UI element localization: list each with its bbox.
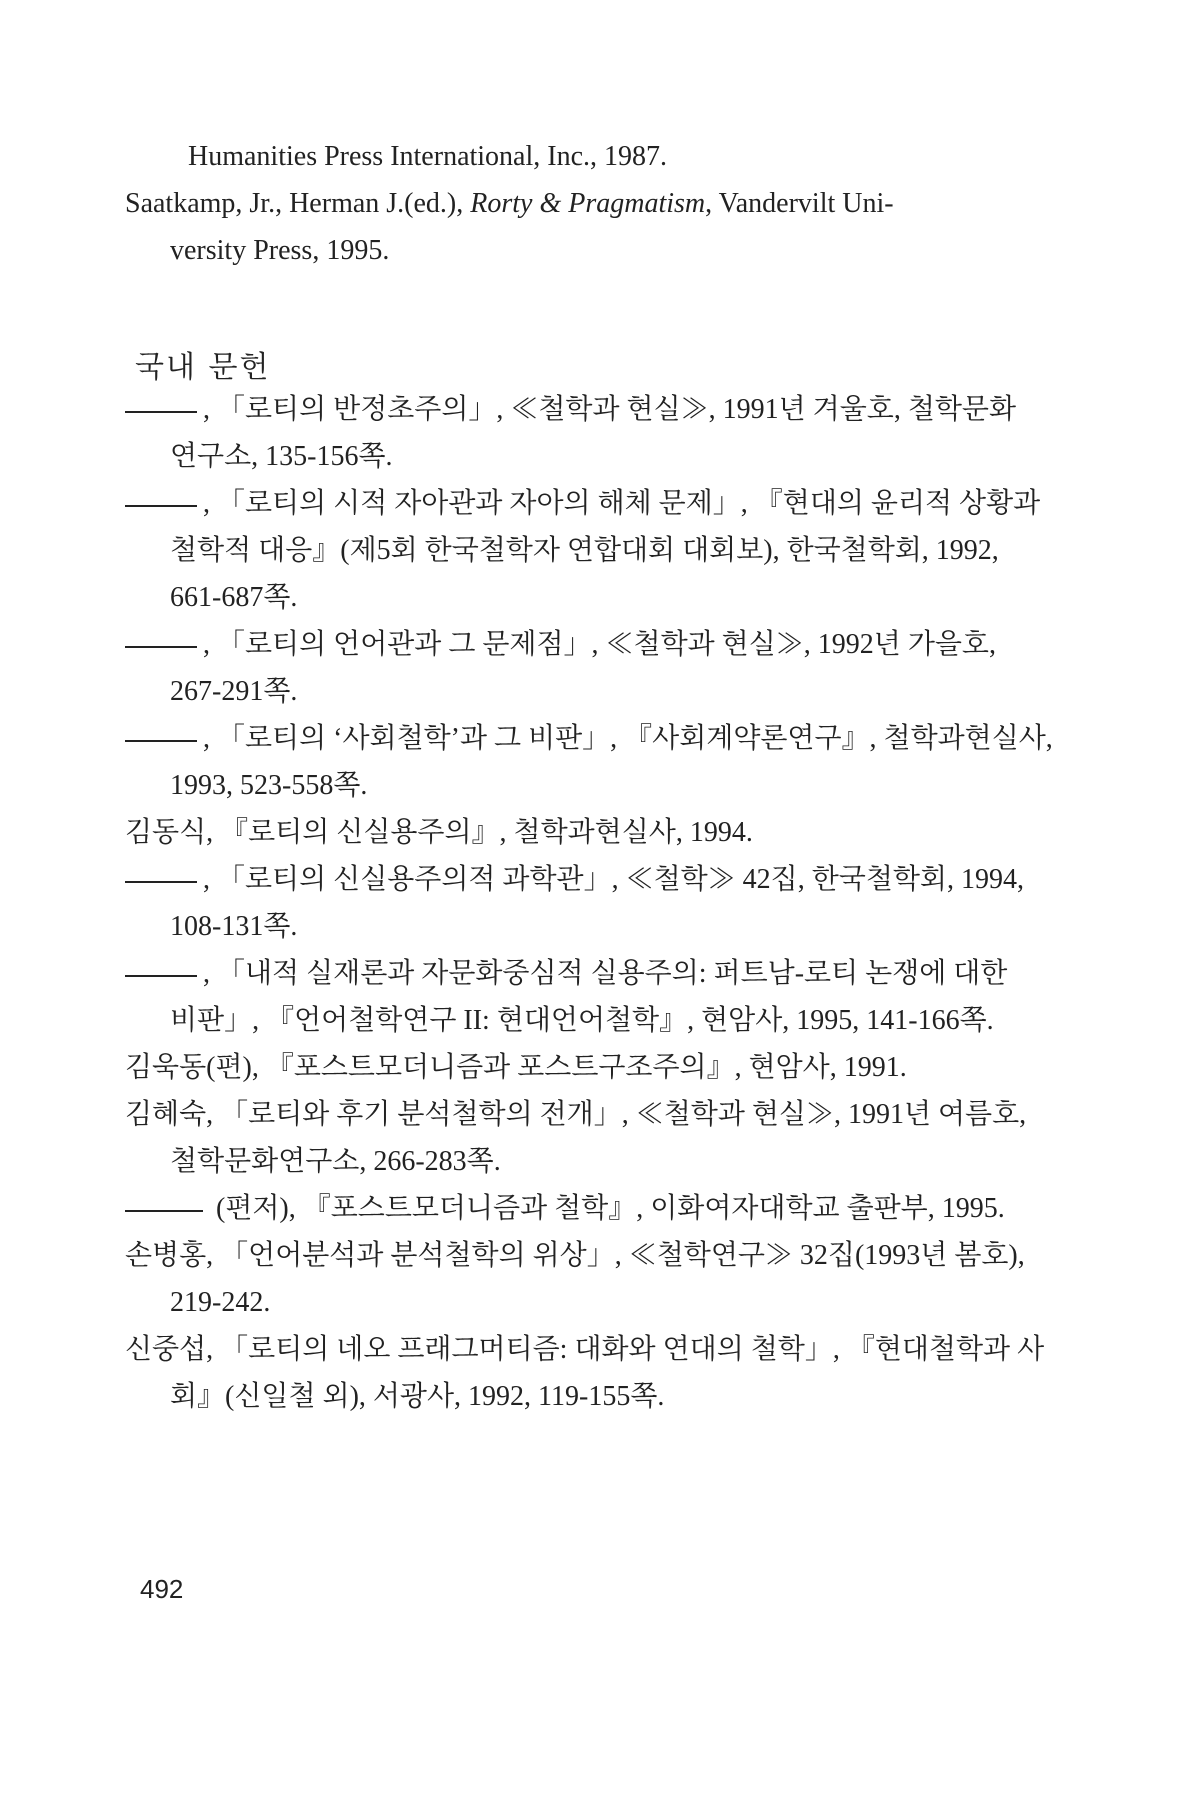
reference-first-line: [0, 809, 1200, 856]
reference-first-line: [0, 1091, 1200, 1138]
reference-text: 김혜숙, 「로티와 후기 분석철학의 전개」, ≪철학과 현실≫, 1991년 여름호,: [125, 1099, 1027, 1130]
same-author-dash: [125, 880, 197, 883]
reference-text: , Vandervilt Uni-: [705, 188, 894, 219]
reference-text: 김동식, 『로티의 신실용주의』, 철학과현실사, 1994.: [125, 817, 753, 848]
reference-continuation-line: 비판」, 『언어철학연구 II: 현대언어철학』, 현암사, 1995, 141-166쪽.: [170, 1005, 994, 1036]
reference-text: 신중섭, 「로티의 네오 프래그머티즘: 대화와 연대의 철학」, 『현대철학과 사: [125, 1334, 1045, 1365]
reference-first-line: [0, 1185, 1200, 1232]
reference-continuation-line: Humanities Press International, Inc., 1987.: [188, 141, 668, 172]
reference-text: , 「로티의 ‘사회철학’과 그 비판」, 『사회계약론연구』, 철학과현실사,: [203, 723, 1053, 754]
reference-text: , 「로티의 반정초주의」, ≪철학과 현실≫, 1991년 겨울호, 철학문화: [203, 394, 1017, 425]
reference-entry: [0, 1185, 1200, 1232]
reference-entry: [0, 809, 1200, 856]
reference-entry: [0, 1091, 1200, 1185]
reference-first-line: [0, 621, 1200, 668]
reference-first-line: [0, 386, 1200, 433]
reference-continuation-line: 1993, 523-558쪽.: [170, 770, 368, 801]
reference-continuation-line: 108-131쪽.: [170, 911, 298, 942]
same-author-dash: [125, 974, 197, 977]
reference-entry: [0, 386, 1200, 480]
reference-text: Saatkamp, Jr., Herman J.(ed.),: [125, 188, 471, 219]
reference-entry: [0, 621, 1200, 715]
book-title: Rorty & Pragmatism: [470, 188, 706, 219]
reference-text: 김욱동(편), 『포스트모더니즘과 포스트구조주의』, 현암사, 1991.: [125, 1052, 907, 1083]
reference-entry: [0, 480, 1200, 621]
reference-first-line: [0, 950, 1200, 997]
same-author-dash: [125, 739, 197, 742]
reference-first-line: [0, 1326, 1200, 1373]
korean-references: [0, 386, 1200, 1420]
reference-continuation-line: 219-242.: [170, 1287, 271, 1318]
reference-continuation-line: 철학적 대응』(제5회 한국철학자 연합대회 대회보), 한국철학회, 1992,: [170, 535, 999, 566]
reference-text: , 「로티의 시적 자아관과 자아의 해체 문제」, 『현대의 윤리적 상황과: [203, 488, 1041, 519]
reference-first-line: [0, 856, 1200, 903]
section-heading: 국내 문헌: [135, 350, 271, 385]
reference-continuation-line: 661-687쪽.: [170, 582, 298, 613]
reference-text: 손병홍, 「언어분석과 분석철학의 위상」, ≪철학연구≫ 32집(1993년 봄호),: [125, 1240, 1025, 1271]
reference-entry: [0, 1326, 1200, 1420]
reference-entry: [0, 1044, 1200, 1091]
reference-text: (편저), 『포스트모더니즘과 철학』, 이화여자대학교 출판부, 1995.: [209, 1193, 1005, 1224]
reference-continuation-line: 철학문화연구소, 266-283쪽.: [170, 1146, 501, 1177]
reference-text: , 「내적 실재론과 자문화중심적 실용주의: 퍼트남-로티 논쟁에 대한: [203, 958, 1008, 989]
same-author-dash: [125, 504, 197, 507]
reference-text: , 「로티의 언어관과 그 문제점」, ≪철학과 현실≫, 1992년 가을호,: [203, 629, 996, 660]
reference-first-line: [0, 715, 1200, 762]
reference-entry: [0, 715, 1200, 809]
reference-entry: [0, 1232, 1200, 1326]
reference-continuation-line: 회』(신일철 외), 서광사, 1992, 119-155쪽.: [170, 1381, 665, 1412]
reference-first-line: [0, 480, 1200, 527]
same-author-dash: [125, 410, 197, 413]
reference-continuation-line: versity Press, 1995.: [170, 235, 390, 266]
reference-entry: [0, 856, 1200, 950]
reference-first-line: [0, 1232, 1200, 1279]
reference-continuation-line: 267-291쪽.: [170, 676, 298, 707]
same-author-dash: [125, 645, 197, 648]
reference-entry: [0, 180, 1200, 227]
reference-continuation-line: 연구소, 135-156쪽.: [170, 441, 393, 472]
page-number: 492: [140, 1574, 184, 1604]
reference-text: , 「로티의 신실용주의적 과학관」, ≪철학≫ 42집, 한국철학회, 1994,: [203, 864, 1024, 895]
english-references: [0, 133, 1200, 274]
reference-entry: [0, 950, 1200, 1044]
reference-first-line: [0, 1044, 1200, 1091]
same-author-dash: [125, 1209, 203, 1212]
